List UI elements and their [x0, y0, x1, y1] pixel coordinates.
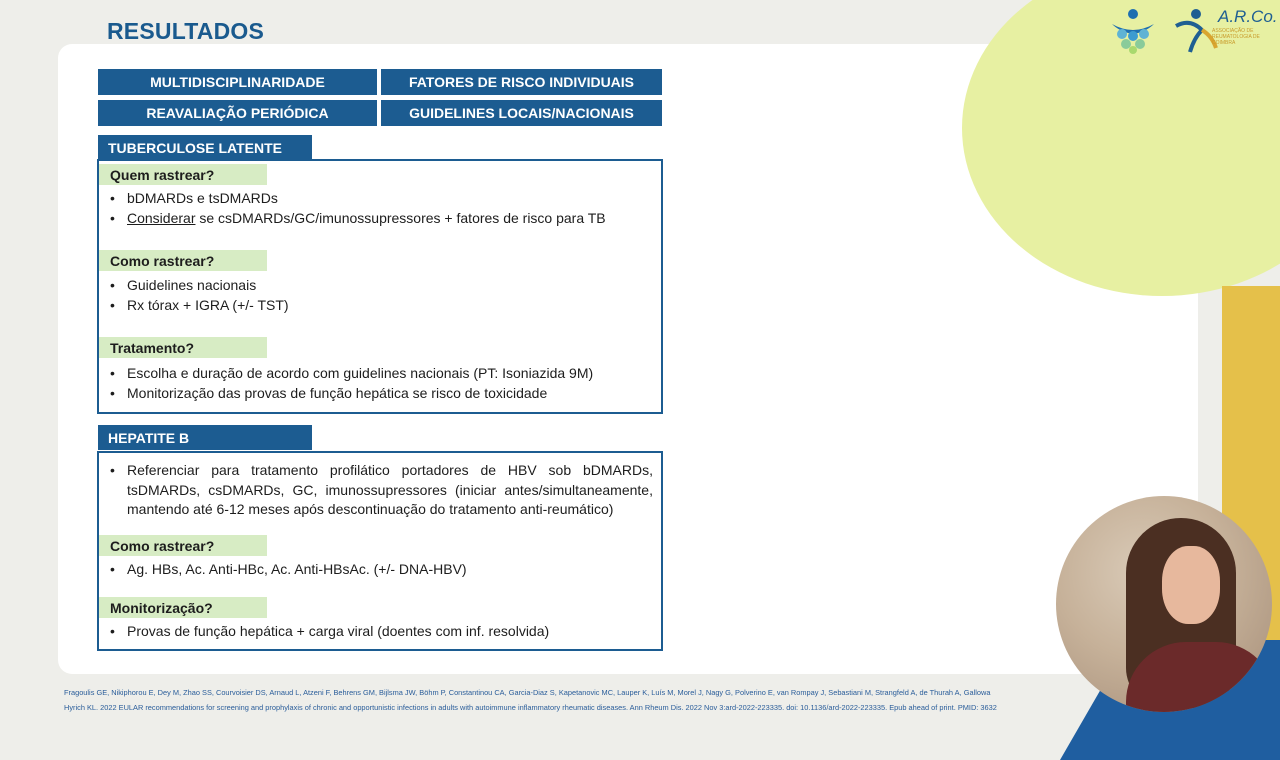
- list-item: • Provas de função hepática + carga viral (doentes com inf. resolvida): [107, 622, 653, 642]
- list-referenciar: [107, 461, 653, 520]
- question-tratamento: Tratamento?: [99, 337, 267, 358]
- question-como-rastrear: Como rastrear?: [99, 250, 267, 271]
- arco-logo: [1172, 4, 1278, 60]
- list-item: • Escolha e duração de acordo com guidelines nacionais (PT: Isoniazida 9M): [107, 364, 653, 384]
- list-item: • Guidelines nacionais: [107, 276, 653, 296]
- list-item: [107, 209, 653, 229]
- section-header-hepatite-b: HEPATITE B: [98, 425, 312, 450]
- slide-title: RESULTADOS: [107, 18, 265, 44]
- question-quem-rastrear: Quem rastrear?: [99, 164, 267, 185]
- question-monitorizacao: Monitorização?: [99, 597, 267, 618]
- org-logo-icon: [1106, 6, 1160, 54]
- hepatite-b-box: [97, 451, 663, 651]
- question-como-rastrear-hb: Como rastrear?: [99, 535, 267, 556]
- reference-line: Fragoulis GE, Nikiphorou E, Dey M, Zhao SS, Courvoisier DS, Arnaud L, Atzeni F, Behrens GM, Bijlsma JW, Böhm P, Constantinou CA, Garcia-Diaz S, Kapetanovic MC, Lauper K, Luís M, Morel J, Nagy G, Polverino E, van Rompay J, Sebastiani M, Strangfeld A, de Thurah A, Gallowa: [64, 688, 991, 697]
- tag-fatores-risco: FATORES DE RISCO INDIVIDUAIS: [381, 69, 662, 95]
- reference-line: Hyrich KL. 2022 EULAR recommendations for screening and prophylaxis of chronic and opportunistic infections in adults with autoimmune inflammatory rheumatic diseases. Ann Rheum Dis. 2022 Nov 3:ard-2022-223335. doi: 10.1136/ard-2022-223335. Epub ahead of print. PMID: 3632: [64, 703, 997, 712]
- tuberculose-box: [97, 159, 663, 414]
- tag-guidelines: GUIDELINES LOCAIS/NACIONAIS: [381, 100, 662, 126]
- list-item: • Referenciar para tratamento profilático portadores de HBV sob bDMARDs, tsDMARDs, csDMARDs, GC, imunossupressores (iniciar antes/simultaneamente, mantendo até 6-12 meses após descontinuação do tratamento anti-reumático): [107, 461, 653, 520]
- list-item: • bDMARDs e tsDMARDs: [107, 189, 653, 209]
- tag-reavaliacao: REAVALIAÇÃO PERIÓDICA: [98, 100, 377, 126]
- underlined-text: Considerar: [127, 209, 196, 226]
- reference-footer: [64, 685, 1104, 715]
- section-header-tuberculose: TUBERCULOSE LATENTE: [98, 135, 312, 160]
- list-como-rastrear-hb: [107, 560, 653, 580]
- list-item: • Ag. HBs, Ac. Anti-HBc, Ac. Anti-HBsAc. (+/- DNA-HBV): [107, 560, 653, 580]
- list-tratamento: [107, 364, 653, 403]
- webcam-video: [1056, 496, 1272, 712]
- arco-brand-text: A.R.Co.: [1218, 7, 1278, 26]
- arco-tiny-text: ASSOCIAÇÃO DE REUMATOLOGIA DE COIMBRA: [1212, 28, 1260, 46]
- list-item: • Rx tórax + IGRA (+/- TST): [107, 296, 653, 316]
- list-item-text: se csDMARDs/GC/imunossupressores + fatores de risco para TB: [195, 209, 606, 226]
- list-monitorizacao: [107, 622, 653, 642]
- list-quem-rastrear: [107, 189, 653, 228]
- webcam-face: [1162, 546, 1220, 624]
- list-item: • Monitorização das provas de função hepática se risco de toxicidade: [107, 384, 653, 404]
- tag-multidisciplinaridade: MULTIDISCIPLINARIDADE: [98, 69, 377, 95]
- list-como-rastrear: [107, 276, 653, 315]
